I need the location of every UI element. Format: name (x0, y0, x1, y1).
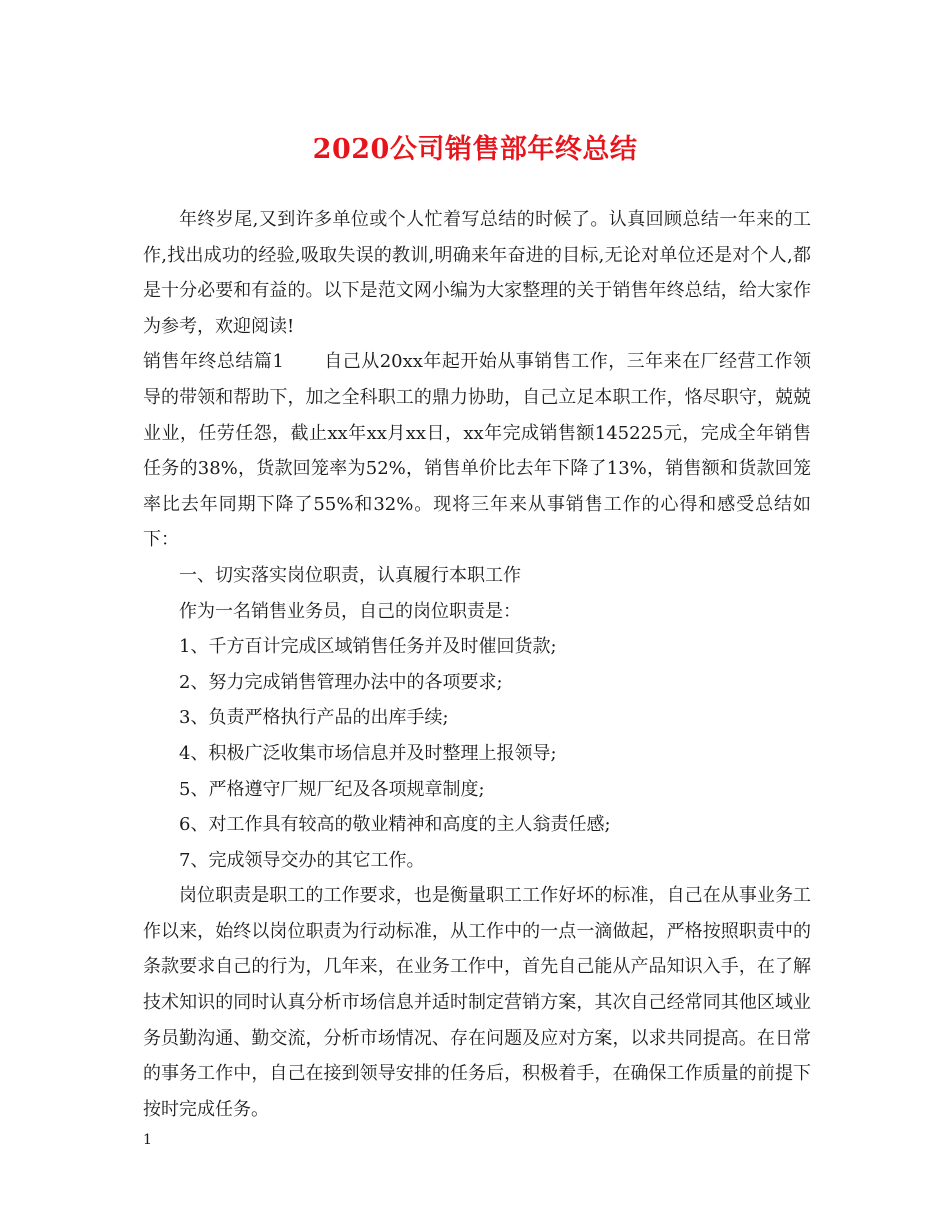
duty-item: 4、积极广泛收集市场信息并及时整理上报领导; (179, 742, 557, 764)
duty-item: 5、严格遵守厂规厂纪及各项规章制度; (179, 778, 485, 800)
duty-item: 7、完成领导交办的其它工作。 (179, 849, 425, 871)
duty-item: 6、对工作具有较高的敬业精神和高度的主人翁责任感; (179, 814, 611, 836)
closing-paragraph: 岗位职责是职工的工作要求，也是衡量职工工作好坏的标准，自己在从事业务工作以来，始终以岗位职责为行动标准，从工作中的一点一滴做起，严格按照职责中的条款要求自己的行为，几年来，在业务工作中，首先自己能从产品知识入手，在了解技术知识的同时认真分析市场信息并适时制定营销方案，其次自己经常同其他区域业务员勤沟通、勤交流，分析市场情况、存在问题及应对方案，以求共同提高。在日常的事务工作中，自己在接到领导安排的任务后，积极着手，在确保工作质量的前提下按时完成任务。 (143, 885, 811, 1120)
section-paragraph (143, 344, 811, 558)
document-title: 2020公司销售部年终总结 (312, 134, 638, 165)
document-body (143, 202, 811, 1127)
heading-1: 一、切实落实岗位职责，认真履行本职工作 (179, 564, 521, 586)
duty-item: 1、千方百计完成区域销售任务并及时催回货款; (179, 636, 557, 658)
page-number: 1 (143, 1132, 152, 1148)
intro-paragraph: 年终岁尾,又到许多单位或个人忙着写总结的时候了。认真回顾总结一年来的工作,找出成功的经验,吸取失误的教训,明确来年奋进的目标,无论对单位还是对个人,都是十分必要和有益的。以下是范文网小编为大家整理的关于销售年终总结，给大家作为参考，欢迎阅读! (143, 209, 811, 337)
duty-item: 2、努力完成销售管理办法中的各项要求; (179, 671, 503, 693)
section-label: 销售年终总结篇1 (143, 351, 284, 373)
duties-intro: 作为一名销售业务员，自己的岗位职责是： (179, 600, 521, 622)
section-text: 自己从20xx年起开始从事销售工作，三年来在厂经营工作领导的带领和帮助下，加之全科职工的鼎力协助，自己立足本职工作，恪尽职守，兢兢业业，任劳任怨，截止xx年xx月xx日，xx年完成销售额145225元，完成全年销售任务的38%，货款回笼率为52%，销售单价比去年下降了13%，销售额和货款回笼率比去年同期下降了55%和32%。现将三年来从事销售工作的心得和感受总结如下： (143, 351, 811, 551)
duty-item: 3、负责严格执行产品的出库手续; (179, 707, 449, 729)
